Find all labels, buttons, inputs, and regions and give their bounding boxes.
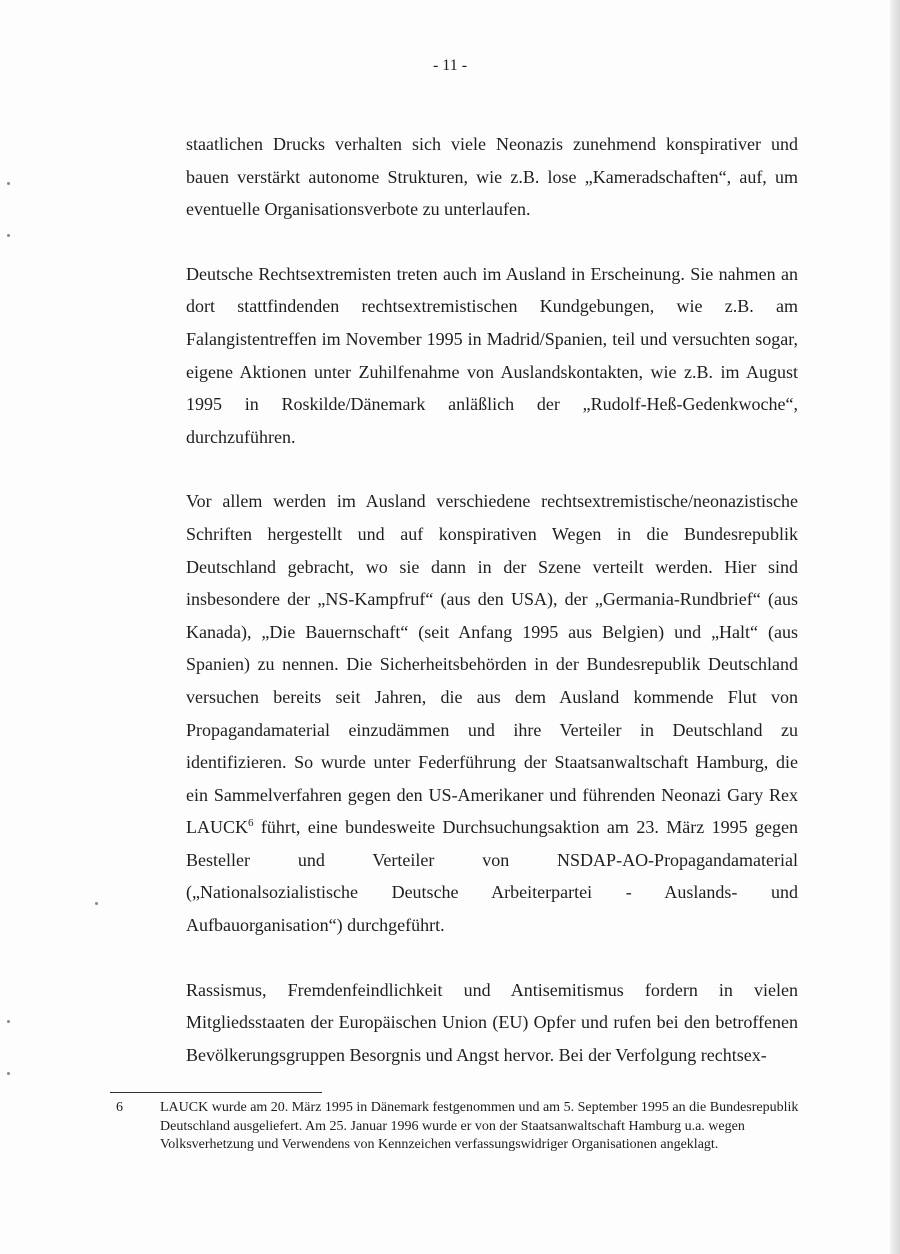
paragraph-3 [186,485,798,941]
footnote-number: 6 [116,1100,123,1115]
scan-speck [7,1020,10,1023]
paragraph-4: Rassismus, Fremdenfeindlichkeit und Antisemitismus fordern in vielen Mitgliedsstaaten der Europäischen Union (EU) Opfer und rufen bei den betroffenen Bevölkerungsgruppen Besorgnis und Angst hervor. Bei der Verfolgung rechtsex- [186,979,798,1065]
scan-speck [7,182,10,185]
scan-speck [7,1072,10,1075]
page-number: - 11 - [432,57,468,74]
body-text [186,128,798,1071]
scan-speck [95,902,98,905]
paragraph-3-text-a: Vor allem werden im Ausland verschiedene rechtsextremistische/neonazistische Schriften hergestellt und auf konspirativen Wegen in die Bundesrepublik Deutschland gebracht, wo sie dann in der Szene verteilt werden. Hier sind insbesondere der „NS-Kampfruf“ (aus den USA), der „Germania-Rundbrief“ (aus Kanada), „Die Bauernschaft“ (seit Anfang 1995 aus Belgien) und „Halt“ (aus Spanien) zu nennen. Die Sicherheitsbehörden in der Bundesrepublik Deutschland versuchen bereits seit Jahren, die aus dem Ausland kommende Flut von Propagandamaterial einzudämmen und ihre Verteiler in Deutschland zu identifizieren. So wurde unter Federführung der Staatsanwaltschaft Hamburg, die ein Sammelverfahren gegen den US-Amerikaner und führenden Neonazi Gary Rex LAUCK [186,491,798,838]
paragraph-2: Deutsche Rechtsextremisten treten auch im Ausland in Erscheinung. Sie nahmen an dort stattfindenden rechtsextremistischen Kundgebungen, wie z.B. am Falangistentreffen im November 1995 in Madrid/Spanien, teil und versuchten sogar, eigene Aktionen unter Zuhilfenahme von Auslandskontakten, wie z.B. im August 1995 in Roskilde/Dänemark anläßlich der „Rudolf-Heß-Gedenkwoche“, durchzuführen. [186,263,798,447]
footnote-reference[interactable]: 6 [248,817,254,830]
paragraph-3-text-b: führt, eine bundesweite Durchsuchungsaktion am 23. März 1995 gegen Besteller und Verteiler von NSDAP-AO-Propagandamaterial („Nationalsozialistische Deutsche Arbeiterpartei - Auslands- und Aufbauorganisation“) durchgeführt. [186,817,798,936]
scan-page-edge [890,0,900,1254]
scan-speck [7,234,10,237]
footnote-text: LAUCK wurde am 20. März 1995 in Dänemark festgenommen und am 5. September 1995 an die Bundesrepublik Deutschland ausgeliefert. Am 25. Januar 1996 wurde er von der Staatsanwaltschaft Hamburg u.a. wegen Volksverhetzung und Verwendens von Kennzeichen verfassungswidriger Organisationen angeklagt. [160,1100,799,1152]
footnote-divider [110,1092,322,1093]
paragraph-1: staatlichen Drucks verhalten sich viele Neonazis zunehmend konspirativer und bauen verstärkt autonome Strukturen, wie z.B. lose „Kameradschaften“, auf, um eventuelle Organisationsverbote zu unterlaufen. [186,134,798,220]
